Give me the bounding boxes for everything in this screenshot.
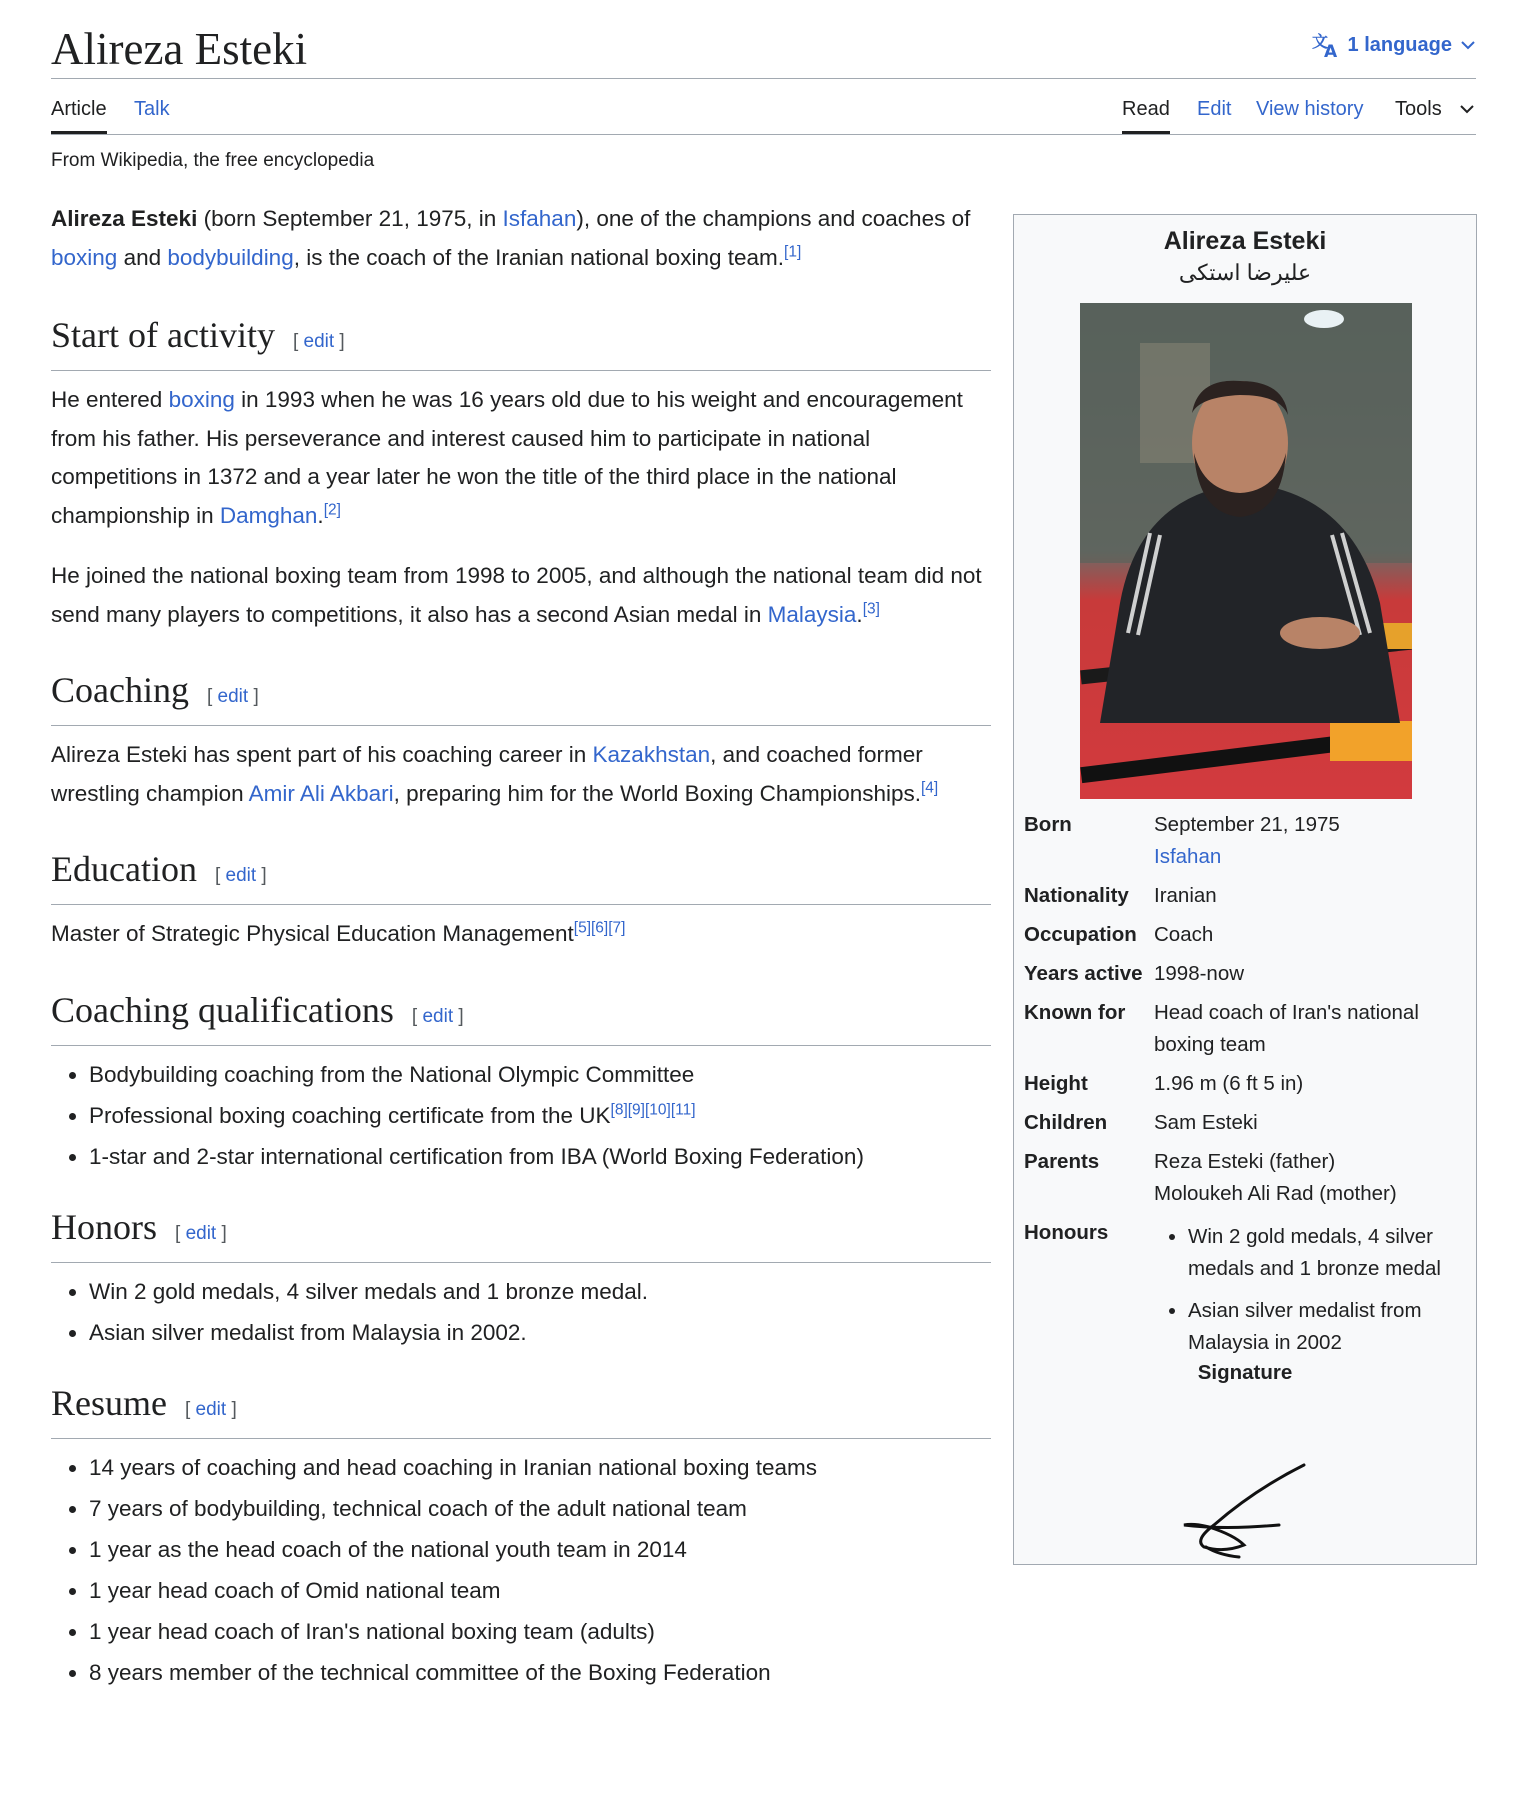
language-label: 1 language <box>1347 33 1452 56</box>
section-heading-education: Education [ edit ] <box>51 847 991 905</box>
list-item: • 1-star and 2-star international certification from IBA (World Boxing Federation) <box>89 1136 991 1177</box>
reference-link[interactable]: [8][9][10][11] <box>610 1101 696 1118</box>
page-header <box>51 22 1476 79</box>
link-amir-ali-akbari[interactable]: Amir Ali Akbari <box>248 780 394 806</box>
edit-section-link[interactable]: edit <box>217 686 249 707</box>
svg-text:A: A <box>1323 42 1337 58</box>
qualifications-list <box>51 1054 991 1177</box>
link-boxing[interactable]: boxing <box>51 244 118 270</box>
subject-name: Alireza Esteki <box>51 206 198 231</box>
list-item: • Asian silver medalist from Malaysia in 2002 <box>1188 1295 1468 1359</box>
tab-view-history[interactable]: View history <box>1256 98 1364 120</box>
infobox-row-years-active: Years active 1998-now <box>1024 962 1245 985</box>
article-body <box>51 200 991 1693</box>
infobox-native-name: علیرضا استکی <box>1178 260 1312 285</box>
reference-link[interactable]: [3] <box>862 600 880 617</box>
paragraph: He entered boxing in 1993 when he was 16 years old due to his weight and encouragement from his father. His perseverance and interest caused him to participate in national competitions in 1372 and a year later he won the title of the third place in the national championship in Damghan.[2] <box>51 387 963 528</box>
section-heading-coaching: Coaching [ edit ] <box>51 668 991 726</box>
edit-section-link[interactable]: edit <box>195 1398 227 1420</box>
language-button[interactable] <box>1312 32 1476 58</box>
section-heading-honors: Honors [ edit ] <box>51 1205 991 1263</box>
reference-link[interactable]: [4] <box>921 779 939 796</box>
infobox-row-born: Born September 21, 1975 Isfahan <box>1024 813 1340 868</box>
list-item: • 14 years of coaching and head coaching in Iranian national boxing teams <box>89 1447 991 1488</box>
link-kazakhstan[interactable]: Kazakhstan <box>592 742 711 767</box>
link-bodybuilding[interactable]: bodybuilding <box>167 244 294 270</box>
tab-edit[interactable]: Edit <box>1197 98 1232 120</box>
page-title: Alireza Esteki <box>51 24 308 74</box>
paragraph: He joined the national boxing team from 1998 to 2005, and although the national team did not send many players to competitions, it also has a second Asian medal in Malaysia.[3] <box>51 563 982 627</box>
link-isfahan[interactable]: Isfahan <box>1154 845 1222 868</box>
list-item: • 1 year head coach of Iran's national boxing team (adults) <box>89 1611 991 1652</box>
resume-list <box>51 1447 991 1693</box>
link-malaysia[interactable]: Malaysia <box>767 601 857 627</box>
infobox-row-occupation: Occupation Coach <box>1024 923 1214 946</box>
paragraph: Master of Strategic Physical Education Management[5][6][7] <box>51 919 626 946</box>
edit-section-link[interactable]: edit <box>303 331 335 352</box>
link-damghan[interactable]: Damghan <box>219 502 318 528</box>
infobox-row-nationality: Nationality Iranian <box>1024 884 1217 907</box>
infobox-row-known-for: Known for Head coach of Iran's national boxing team <box>1024 1001 1419 1056</box>
honors-list <box>51 1271 991 1353</box>
tab-read[interactable]: Read <box>1122 96 1170 134</box>
tab-tools[interactable]: Tools <box>1395 98 1442 120</box>
tab-talk[interactable]: Talk <box>134 98 170 120</box>
infobox-row-children: Children Sam Esteki <box>1024 1111 1258 1134</box>
tab-article[interactable]: Article <box>51 96 107 134</box>
tagline: From Wikipedia, the free encyclopedia <box>51 150 375 171</box>
infobox-row-height: Height 1.96 m (6 ft 5 in) <box>1024 1072 1304 1095</box>
edit-section-link[interactable]: edit <box>185 1222 217 1244</box>
page-tabs <box>51 82 1476 135</box>
svg-text:文: 文 <box>1311 32 1328 51</box>
edit-section-link[interactable]: edit <box>422 1005 454 1027</box>
infobox <box>1013 214 1477 1565</box>
chevron-down-icon <box>1460 39 1476 51</box>
link-isfahan[interactable]: Isfahan <box>502 206 577 231</box>
list-item: • 8 years member of the technical committee of the Boxing Federation <box>89 1652 991 1693</box>
infobox-row-parents: Parents Reza Esteki (father) Moloukeh Ali Rad (mother) <box>1024 1150 1397 1205</box>
infobox-fields <box>1024 809 1468 1376</box>
list-item: • Win 2 gold medals, 4 silver medals and 1 bronze medal. <box>89 1271 991 1312</box>
infobox-row-honours: Honours • Win 2 gold medals, 4 silver medals and 1 bronze medal • Asian silver medalist from Malaysia in 2002 <box>1024 1217 1468 1369</box>
link-boxing[interactable]: boxing <box>168 387 235 412</box>
signature-image[interactable] <box>1164 1445 1324 1575</box>
list-item: • Asian silver medalist from Malaysia in 2002. <box>89 1312 991 1353</box>
reference-link[interactable]: [2] <box>323 501 341 518</box>
list-item: • 7 years of bodybuilding, technical coach of the adult national team <box>89 1488 991 1529</box>
reference-link[interactable]: [5][6][7] <box>573 919 626 937</box>
section-heading-resume: Resume [ edit ] <box>51 1381 991 1439</box>
list-item: • Win 2 gold medals, 4 silver medals and 1 bronze medal <box>1188 1221 1468 1285</box>
portrait-photo[interactable] <box>1080 303 1412 799</box>
translate-icon <box>1312 32 1340 58</box>
signature-label: Signature <box>1197 1361 1293 1384</box>
section-heading-coaching-qualifications: Coaching qualifications [ edit ] <box>51 988 991 1046</box>
list-item: • Bodybuilding coaching from the National Olympic Committee <box>89 1054 991 1095</box>
edit-section-link[interactable]: edit <box>225 865 257 886</box>
chevron-down-icon[interactable] <box>1459 102 1475 120</box>
list-item: • 1 year head coach of Omid national team <box>89 1570 991 1611</box>
paragraph: Alireza Esteki has spent part of his coaching career in Kazakhstan, and coached former wrestling champion Amir Ali Akbari, preparing him for the World Boxing Championships.[4] <box>51 742 939 806</box>
list-item: • Professional boxing coaching certificate from the UK[8][9][10][11] <box>89 1095 991 1136</box>
reference-link[interactable]: [1] <box>784 243 802 260</box>
infobox-title: Alireza Esteki <box>1163 227 1327 255</box>
intro-paragraph: Alireza Esteki (born September 21, 1975, in Isfahan), one of the champions and coaches of boxing and bodybuilding, is the coach of the Iranian national boxing team.[1] <box>51 206 971 270</box>
list-item: • 1 year as the head coach of the national youth team in 2014 <box>89 1529 991 1570</box>
section-heading-start-of-activity: Start of activity [ edit ] <box>51 313 991 371</box>
